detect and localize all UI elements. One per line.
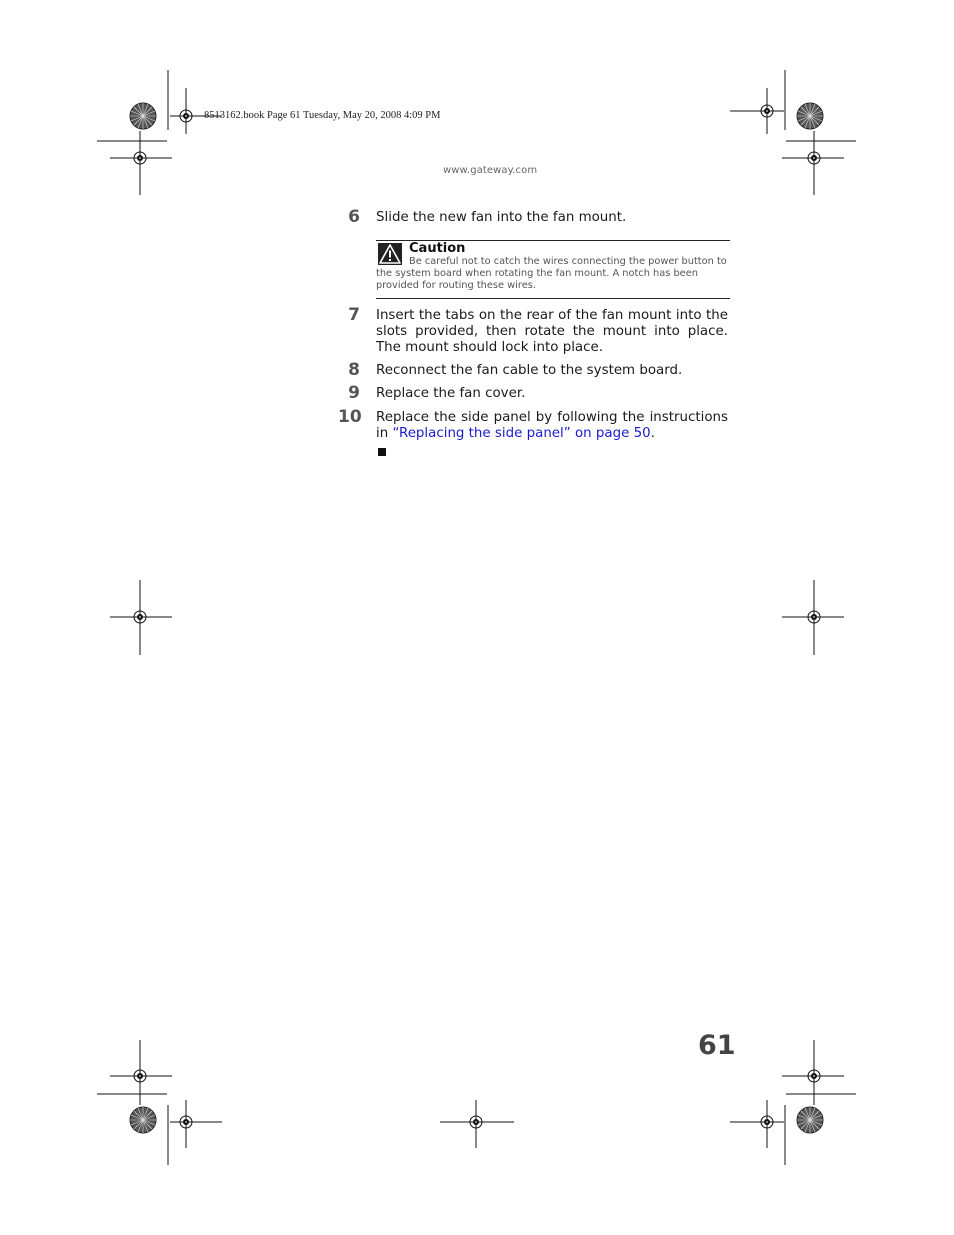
step-text: Reconnect the fan cable to the system board. [376,363,683,378]
step-number: 9 [348,383,360,403]
step-number: 7 [348,305,360,325]
step-number: 8 [348,360,360,380]
print-slug: 8513162.book Page 61 Tuesday, May 20, 2008 4:09 PM [204,110,441,121]
step-text: Slide the new fan into the fan mount. [376,210,627,225]
header-website: www.gateway.com [443,165,538,176]
caution-text: Be careful not to catch the wires connecting the power button to the system board when rotating the fan mount. A notch has been provided for routing these wires. [376,256,727,291]
caution-box [376,240,730,299]
end-of-section-marker [378,448,386,456]
page-number: 61 [698,1030,736,1061]
step-number: 6 [348,207,360,227]
caution-title: Caution [409,241,466,256]
step-text-lead: Replace the side panel by following the instructions in [376,410,728,441]
step-text: Insert the tabs on the rear of the fan mount into the slots provided, then rotate the mount into place. The mount should lock into place. [376,308,728,355]
step-text: Replace the fan cover. [376,386,526,401]
step-number: 10 [338,407,362,427]
step-text [376,410,728,442]
step-text-end: . [650,425,655,441]
replacing-side-panel-link[interactable]: “Replacing the side panel” on page 50 [392,425,651,441]
